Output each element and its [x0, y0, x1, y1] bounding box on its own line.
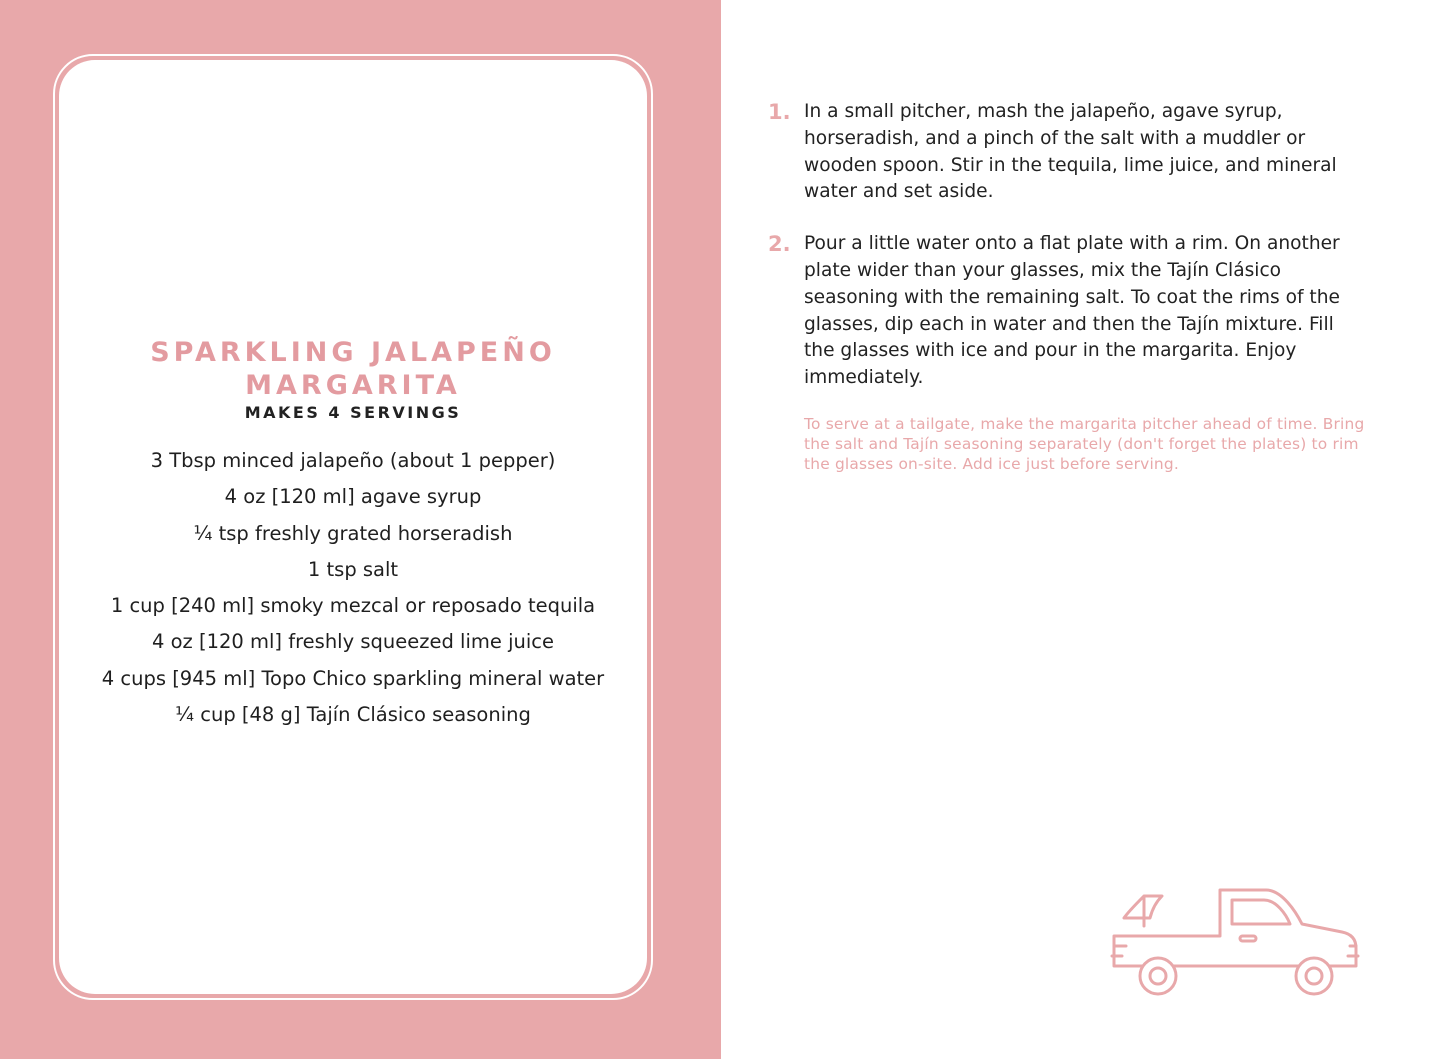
ingredient-item: 4 oz [120 ml] agave syrup	[224, 485, 482, 509]
instruction-steps	[768, 99, 1368, 417]
recipe-title-line1: SPARKLING JALAPEÑO	[150, 337, 556, 368]
ingredient-item: 3 Tbsp minced jalapeño (about 1 pepper)	[150, 449, 556, 472]
ingredient-item: ¼ cup [48 g] Tajín Clásico seasoning	[175, 703, 531, 727]
ingredient-item: ¼ tsp freshly grated horseradish	[193, 521, 513, 545]
pickup-truck-with-flag-icon	[1106, 878, 1364, 998]
recipe-title	[0, 336, 706, 402]
ingredient-list	[0, 446, 706, 736]
step-item	[768, 231, 1368, 392]
ingredient-item: 1 tsp salt	[307, 557, 399, 581]
servings-label: MAKES 4 SERVINGS	[244, 403, 462, 422]
tailgate-tip: To serve at a tailgate, make the margarita pitcher ahead of time. Bring the salt and Tajín seasoning separately (don't forget the plates) to rim the glasses on-site. Add ice just before serving.	[804, 415, 1365, 473]
step-text: Pour a little water onto a flat plate with a rim. On another plate wider than your glasses, mix the Tajín Clásico seasoning with the remaining salt. To coat the rims of the glasses, dip each in water and then the Tajín mixture. Fill the glasses with ice and pour in the margarita. Enjoy immediately.	[804, 233, 1340, 389]
step-text: In a small pitcher, mash the jalapeño, agave syrup, horseradish, and a pinch of the salt with a muddler or wooden spoon. Stir in the tequila, lime juice, and mineral water and set aside.	[804, 101, 1337, 203]
ingredient-item: 4 oz [120 ml] freshly squeezed lime juice	[152, 630, 554, 654]
step-item	[768, 99, 1368, 206]
ingredient-item: 4 cups [945 ml] Topo Chico sparkling mineral water	[101, 666, 605, 690]
step-number: 2.	[768, 232, 791, 257]
step-number: 1.	[768, 100, 791, 124]
ingredient-item: 1 cup [240 ml] smoky mezcal or reposado tequila	[110, 594, 596, 618]
recipe-title-line2: MARGARITA	[245, 370, 461, 401]
